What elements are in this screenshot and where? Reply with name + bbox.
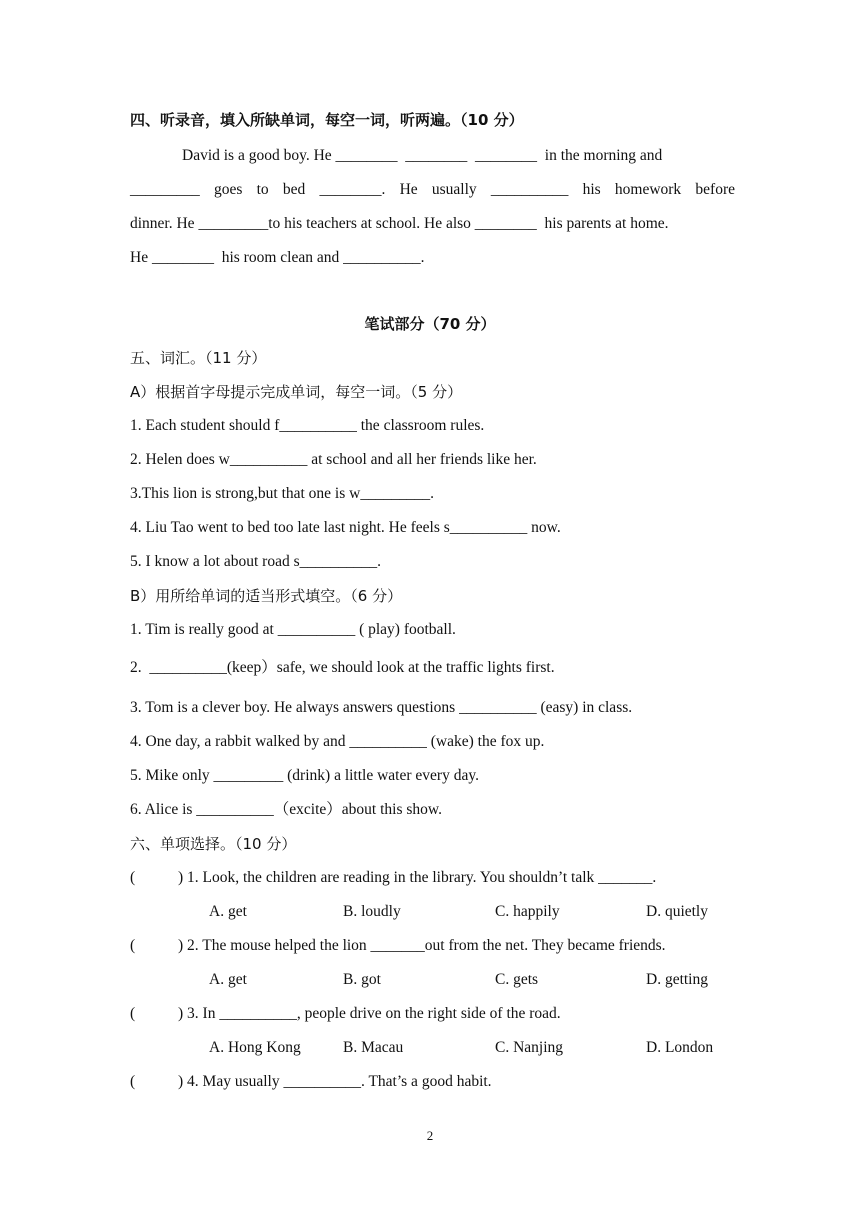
page-number: 2: [426, 1128, 434, 1143]
choice-paren: (: [130, 869, 136, 886]
vocab-b-item: 2. __________(keep）safe, we should look at the traffic lights first.: [130, 659, 555, 676]
vocab-b-item: 1. Tim is really good at __________ ( play) football.: [130, 621, 456, 638]
vocab-a-item: 1. Each student should f__________ the classroom rules.: [130, 417, 485, 434]
choice-option: A. Hong Kong: [209, 1039, 301, 1056]
vocab-a-item: 5. I know a lot about road s__________.: [130, 553, 381, 570]
vocab-part-a-heading: A）根据首字母提示完成单词，每空一词。（5 分）: [130, 383, 463, 401]
choice-paren: (: [130, 937, 136, 954]
written-section-title: 笔试部分（70 分）: [364, 315, 496, 333]
choice-paren: (: [130, 1073, 136, 1090]
choice-option: D. London: [646, 1039, 714, 1056]
choice-question: ) 1. Look, the children are reading in the library. You shouldn’t talk _______.: [178, 869, 657, 886]
choice-option: D. getting: [646, 971, 708, 988]
choice-paren: (: [130, 1005, 136, 1022]
vocab-part-b-heading: B）用所给单词的适当形式填空。（6 分）: [130, 587, 403, 605]
vocab-b-item: 5. Mike only _________ (drink) a little water every day.: [130, 767, 479, 784]
listening-line-1: David is a good boy. He ________ ________ ________ in the morning and: [182, 147, 663, 164]
vocab-a-item: 3.This lion is strong,but that one is w_________.: [130, 485, 434, 502]
listening-line-2: _________ goes to bed ________. He usually __________ his homework before: [130, 181, 735, 198]
choice-option: C. Nanjing: [495, 1039, 564, 1056]
vocab-b-item: 4. One day, a rabbit walked by and __________ (wake) the fox up.: [130, 733, 545, 750]
choice-option: D. quietly: [646, 903, 708, 920]
choice-question: ) 2. The mouse helped the lion _______out from the net. They became friends.: [178, 937, 666, 954]
vocab-heading: 五、词汇。（11 分）: [130, 349, 267, 367]
vocab-a-item: 4. Liu Tao went to bed too late last night. He feels s__________ now.: [130, 519, 561, 536]
vocab-b-item: 6. Alice is __________（excite）about this show.: [130, 801, 442, 818]
choice-option: C. gets: [495, 971, 539, 988]
vocab-a-item: 2. Helen does w__________ at school and all her friends like her.: [130, 451, 537, 468]
listening-heading: 四、听录音，填入所缺单词，每空一词，听两遍。（10 分）: [130, 111, 524, 129]
vocab-b-item: 3. Tom is a clever boy. He always answers questions __________ (easy) in class.: [130, 699, 633, 716]
listening-line-4: He ________ his room clean and __________.: [130, 249, 425, 266]
choice-option: B. loudly: [343, 903, 401, 920]
choice-question: ) 3. In __________, people drive on the right side of the road.: [178, 1005, 561, 1022]
choice-option: A. get: [209, 971, 247, 988]
choice-option: A. get: [209, 903, 247, 920]
choice-heading: 六、单项选择。（10 分）: [130, 835, 297, 853]
choice-option: C. happily: [495, 903, 560, 920]
choice-option: B. Macau: [343, 1039, 404, 1056]
choice-option: B. got: [343, 971, 381, 988]
listening-line-3: dinner. He _________to his teachers at school. He also ________ his parents at home.: [130, 215, 669, 232]
choice-question: ) 4. May usually __________. That’s a good habit.: [178, 1073, 492, 1090]
